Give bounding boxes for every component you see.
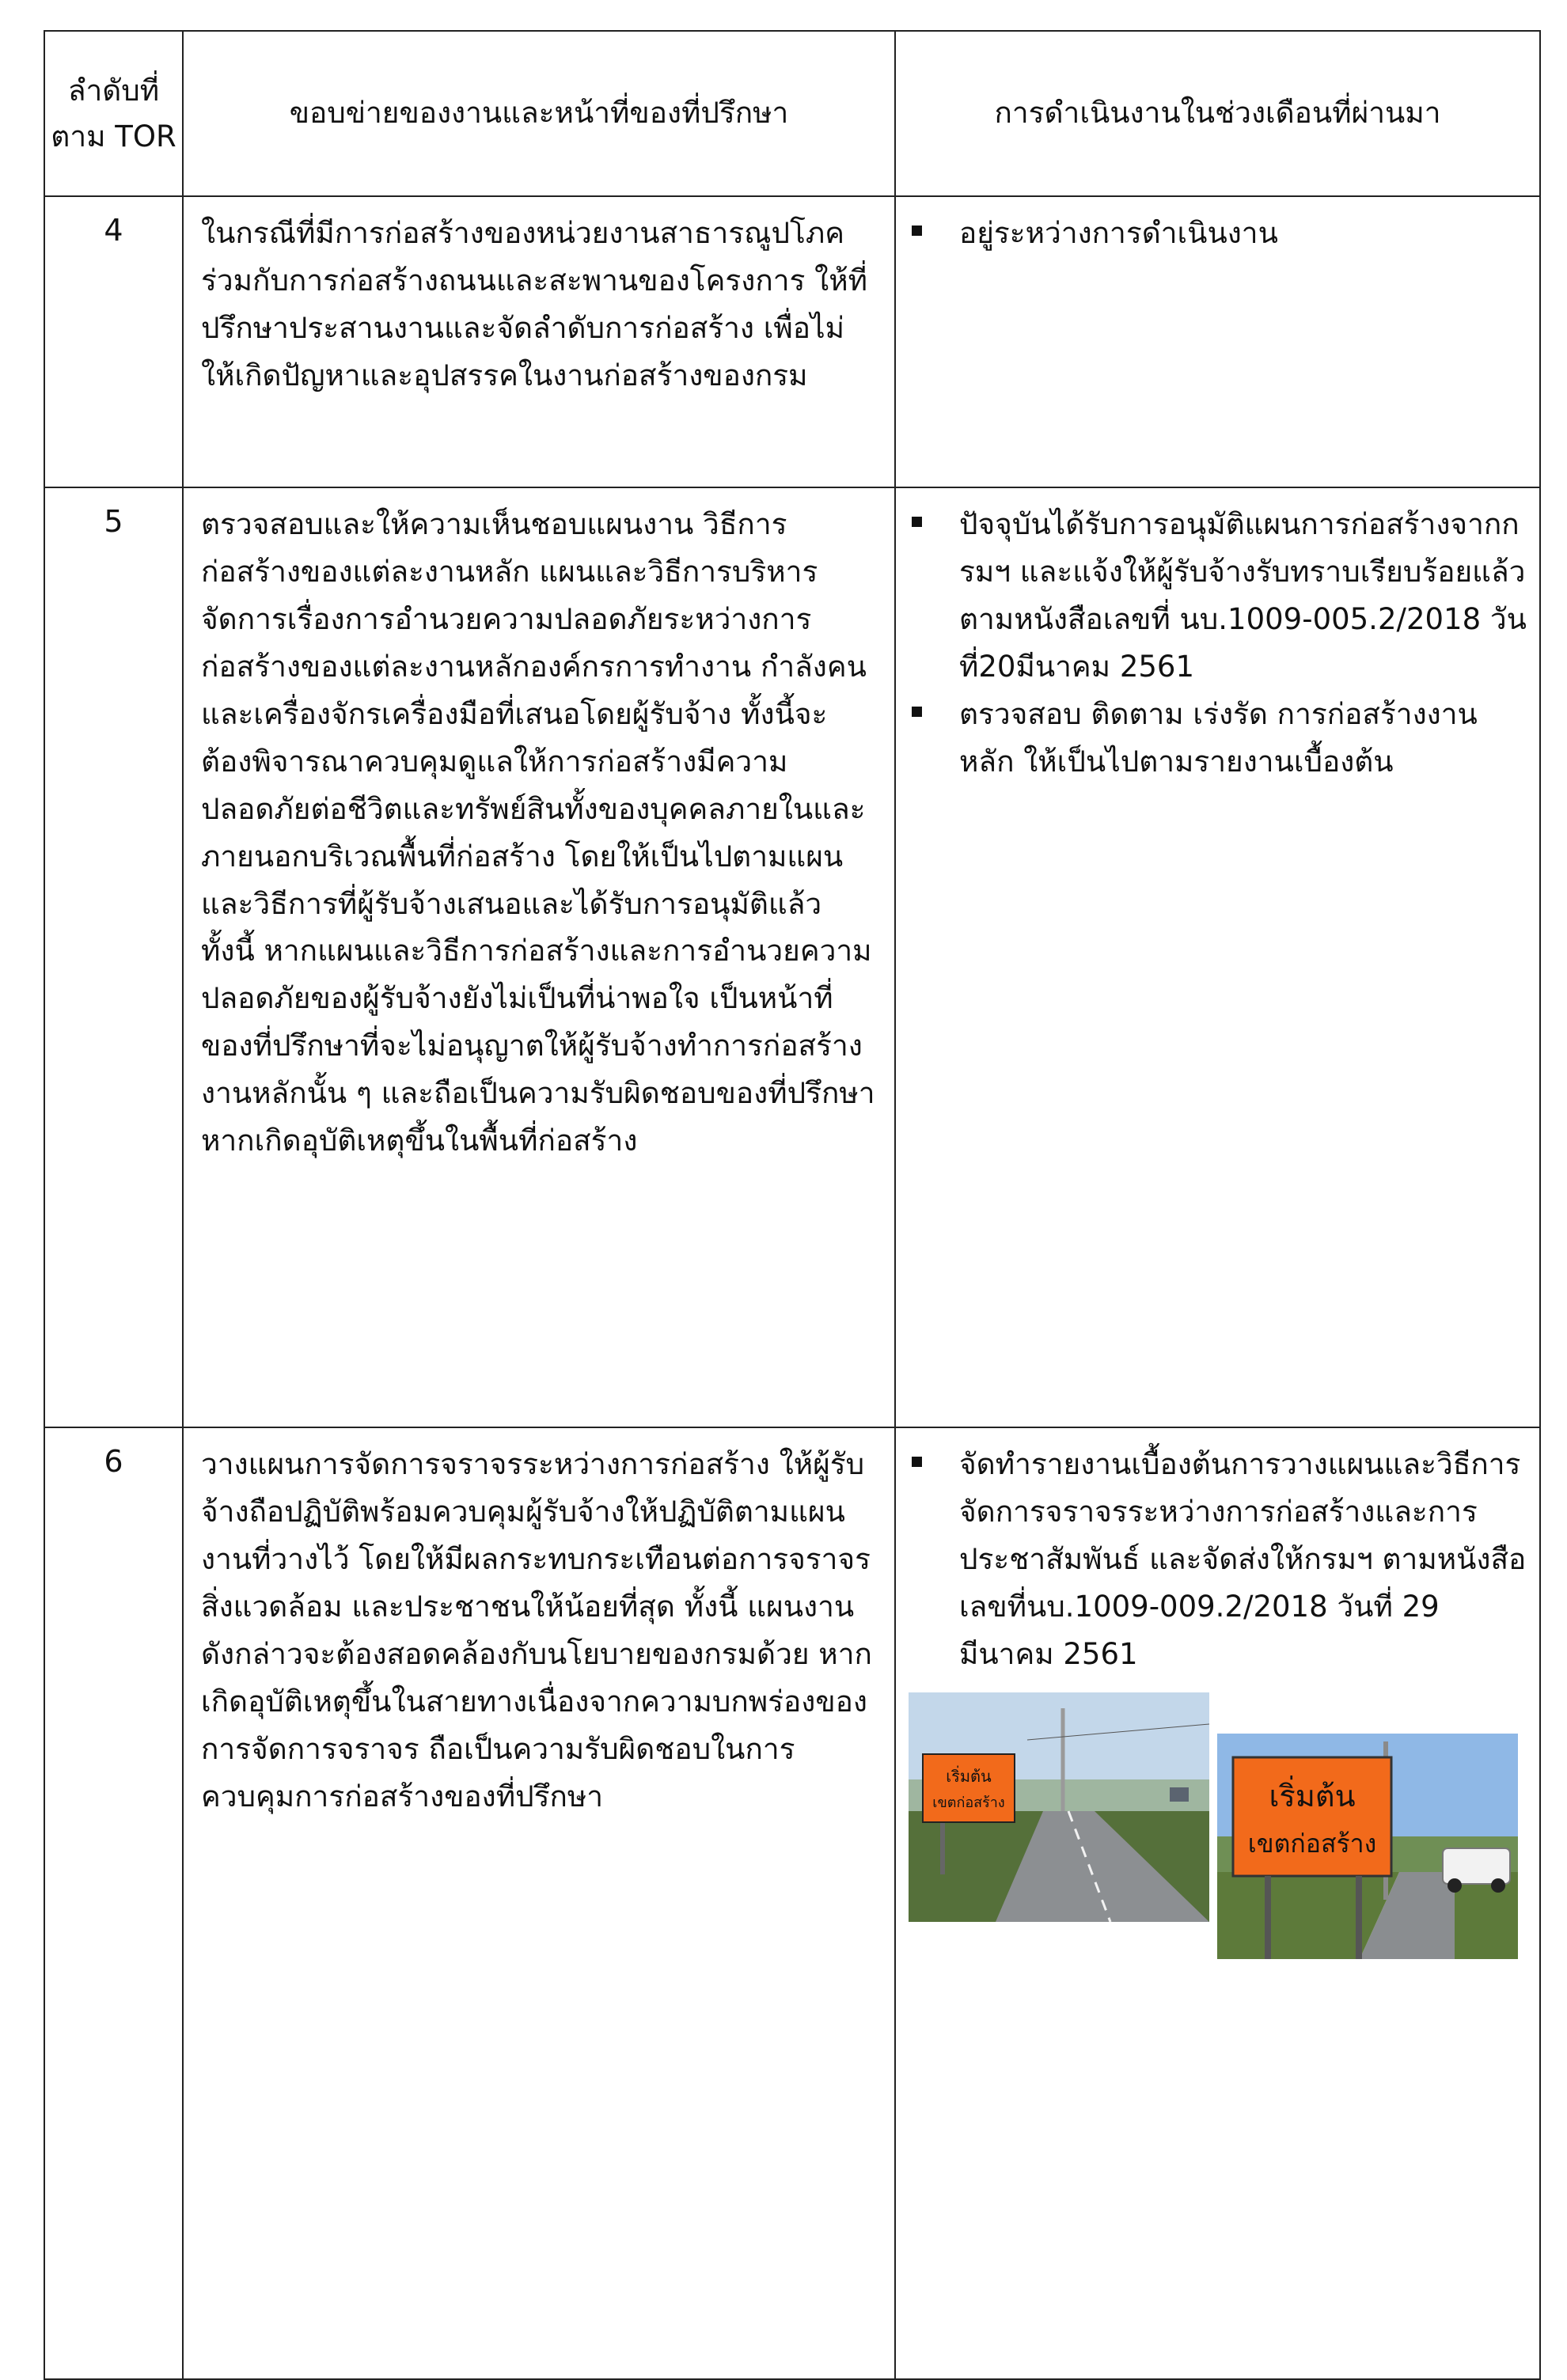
table-row xyxy=(44,487,1540,1427)
construction-sign-photo xyxy=(909,1692,1209,1922)
table-header-row xyxy=(44,31,1540,196)
header-scope xyxy=(183,31,895,196)
sign-text-line2: เขตก่อสร้าง xyxy=(1247,1828,1377,1859)
sign-text-line1: เริ่มต้น xyxy=(1269,1778,1356,1813)
progress-bullet: อยู่ระหว่างการดำเนินงาน xyxy=(909,210,1527,257)
row-progress xyxy=(895,487,1540,1427)
row-scope: วางแผนการจัดการจราจรระหว่างการก่อสร้าง ให้ผู้รับจ้างถือปฏิบัติพร้อมควบคุมผู้รับจ้างให้ปฏิบัติตามแผนงานที่วางไว้ โดยให้มีผลกระทบกระเทือนต่อการจราจร สิ่งแวดล้อม และประชาชนให้น้อยที่สุด ทั้งนี้ แผนงานดังกล่าวจะต้องสอดคล้องกับนโยบายของกรมด้วย หากเกิดอุบัติเหตุขึ้นในสายทางเนื่องจากความบกพร่องของการจัดการจราจร ถือเป็นความรับผิดชอบในการควบคุมการก่อสร้างของที่ปรึกษา xyxy=(183,1427,895,2379)
progress-bullet: ปัจจุบันได้รับการอนุมัติแผนการก่อสร้างจากกรมฯ และแจ้งให้ผู้รับจ้างรับทราบเรียบร้อยแล้ว ตามหนังสือเลขที่ นบ.1009-005.2/2018 วันที่20มีนาคม 2561 xyxy=(909,501,1527,691)
row-number: 6 xyxy=(44,1427,183,2379)
header-progress-text: การดำเนินงานในช่วงเดือนที่ผ่านมา xyxy=(994,96,1441,131)
row-number: 5 xyxy=(44,487,183,1427)
row-number: 4 xyxy=(44,196,183,487)
header-order-text: ลำดับที่ ตาม TOR xyxy=(51,74,176,153)
progress-bullet: ตรวจสอบ ติดตาม เร่งรัด การก่อสร้างงานหลัก ให้เป็นไปตามรายงานเบื้องต้น xyxy=(909,691,1527,786)
header-scope-text: ขอบข่ายของงานและหน้าที่ของที่ปรึกษา xyxy=(289,96,789,131)
progress-bullet: จัดทำรายงานเบื้องต้นการวางแผนและวิธีการจัดการจราจรระหว่างการก่อสร้างและการประชาสัมพันธ์ และจัดส่งให้กรมฯ ตามหนังสือเลขที่นบ.1009-009.2/2018 วันที่ 29 มีนาคม 2561 xyxy=(909,1441,1527,1678)
row-progress xyxy=(895,1427,1540,2379)
table-row xyxy=(44,196,1540,487)
tor-table xyxy=(44,30,1541,2380)
sign-text-line1: เริ่มต้น xyxy=(946,1766,992,1786)
table-row xyxy=(44,1427,1540,2379)
row-progress xyxy=(895,196,1540,487)
header-progress xyxy=(895,31,1540,196)
row-scope: ตรวจสอบและให้ความเห็นชอบแผนงาน วิธีการก่อสร้างของแต่ละงานหลัก แผนและวิธีการบริหารจัดการเรื่องการอำนวยความปลอดภัยระหว่างการก่อสร้างของแต่ละงานหลักองค์กรการทำงาน กำลังคนและเครื่องจักรเครื่องมือที่เสนอโดยผู้รับจ้าง ทั้งนี้จะต้องพิจารณาควบคุมดูแลให้การก่อสร้างมีความปลอดภัยต่อชีวิตและทรัพย์สินทั้งของบุคคลภายในและภายนอกบริเวณพื้นที่ก่อสร้าง โดยให้เป็นไปตามแผนและวิธีการที่ผู้รับจ้างเสนอและได้รับการอนุมัติแล้ว ทั้งนี้ หากแผนและวิธีการก่อสร้างและการอำนวยความปลอดภัยของผู้รับจ้างยังไม่เป็นที่น่าพอใจ เป็นหน้าที่ของที่ปรึกษาที่จะไม่อนุญาตให้ผู้รับจ้างทำการก่อสร้างงานหลักนั้น ๆ และถือเป็นความรับผิดชอบของที่ปรึกษาหากเกิดอุบัติเหตุขึ้นในพื้นที่ก่อสร้าง xyxy=(183,487,895,1427)
sign-text-line2: เขตก่อสร้าง xyxy=(932,1794,1005,1811)
header-order xyxy=(44,31,183,196)
construction-sign-photo xyxy=(1217,1734,1518,1959)
row-scope: ในกรณีที่มีการก่อสร้างของหน่วยงานสาธารณูปโภคร่วมกับการก่อสร้างถนนและสะพานของโครงการ ให้ที่ปรึกษาประสานงานและจัดลำดับการก่อสร้าง เพื่อไม่ให้เกิดปัญหาและอุปสรรคในงานก่อสร้างของกรม xyxy=(183,196,895,487)
photo-strip xyxy=(909,1692,1527,1946)
